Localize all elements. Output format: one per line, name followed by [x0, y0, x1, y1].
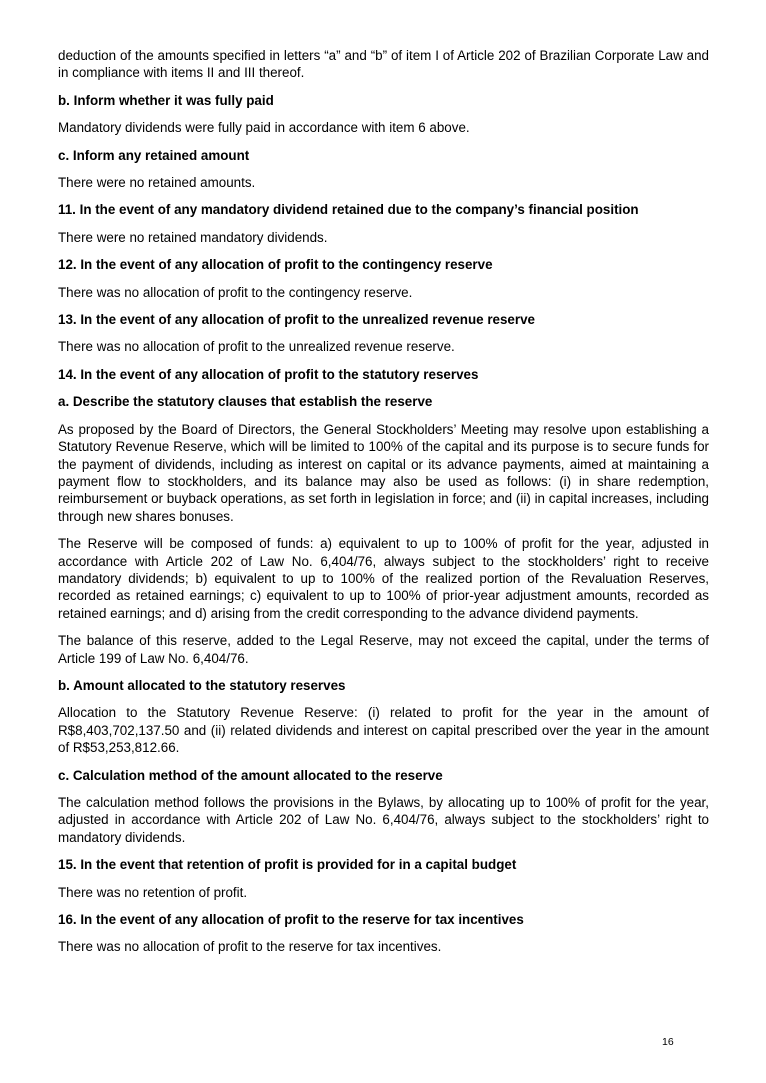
paragraph-deduction: deduction of the amounts specified in letters “a” and “b” of item I of Article 202 of Brazilian Corporate Law and in compliance with items II and III thereof.	[58, 48, 709, 81]
paragraph-section-12: There was no allocation of profit to the contingency reserve.	[58, 284, 413, 300]
paragraph-reserve-balance: The balance of this reserve, added to the Legal Reserve, may not exceed the capital, under the terms of Article 199 of Law No. 6,404/76.	[58, 633, 709, 666]
document-body	[58, 47, 709, 966]
paragraph-section-11: There were no retained mandatory dividends.	[58, 229, 328, 245]
heading-section-16: 16. In the event of any allocation of profit to the reserve for tax incentives	[58, 912, 524, 928]
paragraph-retained-amount: There were no retained amounts.	[58, 175, 256, 191]
heading-section-13: 13. In the event of any allocation of profit to the unrealized revenue reserve	[58, 312, 535, 328]
heading-retained-amount: c. Inform any retained amount	[58, 147, 250, 163]
heading-statutory-clauses: a. Describe the statutory clauses that establish the reserve	[58, 394, 433, 410]
paragraph-section-15: There was no retention of profit.	[58, 884, 248, 900]
paragraph-statutory-clauses: As proposed by the Board of Directors, the General Stockholders’ Meeting may resolve upon establishing a Statutory Revenue Reserve, which will be limited to 100% of the capital and its purpose is to secure funds for the payment of dividends, including as interest on capital or its advance payments, aimed at maintaining a payment flow to stockholders, and its balance may also be used as follows: (i) in share redemption, reimbursement or buyback operations, as set forth in legislation in force; and (ii) in capital increases, including through new shares bonuses.	[58, 421, 709, 524]
heading-section-12: 12. In the event of any allocation of profit to the contingency reserve	[58, 257, 493, 273]
heading-section-11: 11. In the event of any mandatory dividend retained due to the company’s financial position	[58, 202, 639, 218]
paragraph-section-13: There was no allocation of profit to the unrealized revenue reserve.	[58, 339, 455, 355]
paragraph-calculation-method: The calculation method follows the provisions in the Bylaws, by allocating up to 100% of profit for the year, adjusted in accordance with Article 202 of Law No. 6,404/76, always subject to the stockholders’ right to mandatory dividends.	[58, 795, 709, 845]
page-number: 16	[662, 1036, 674, 1048]
paragraph-fully-paid: Mandatory dividends were fully paid in accordance with item 6 above.	[58, 120, 470, 136]
heading-fully-paid: b. Inform whether it was fully paid	[58, 92, 274, 108]
paragraph-section-16: There was no allocation of profit to the reserve for tax incentives.	[58, 939, 442, 955]
heading-section-15: 15. In the event that retention of profit is provided for in a capital budget	[58, 857, 517, 873]
heading-section-14: 14. In the event of any allocation of profit to the statutory reserves	[58, 366, 479, 382]
paragraph-amount-allocated: Allocation to the Statutory Revenue Reserve: (i) related to profit for the year in the amount of R$8,403,702,137.50 and (ii) related dividends and interest on capital prescribed over the year in the amount of R$53,253,812.66.	[58, 705, 709, 756]
paragraph-reserve-composition: The Reserve will be composed of funds: a) equivalent to up to 100% of profit for the year, adjusted in accordance with Article 202 of Law No. 6,404/76, always subject to the stockholders’ right to receive mandatory dividends; b) equivalent to up to 100% of the realized portion of the Revaluation Reserves, recorded as retained earnings; c) equivalent to up to 100% of prior-year adjustment amounts, recorded as retained earnings; and d) arising from the credit corresponding to the advance dividend payments.	[58, 536, 709, 621]
heading-calculation-method: c. Calculation method of the amount allocated to the reserve	[58, 767, 443, 783]
heading-amount-allocated: b. Amount allocated to the statutory reserves	[58, 677, 346, 693]
